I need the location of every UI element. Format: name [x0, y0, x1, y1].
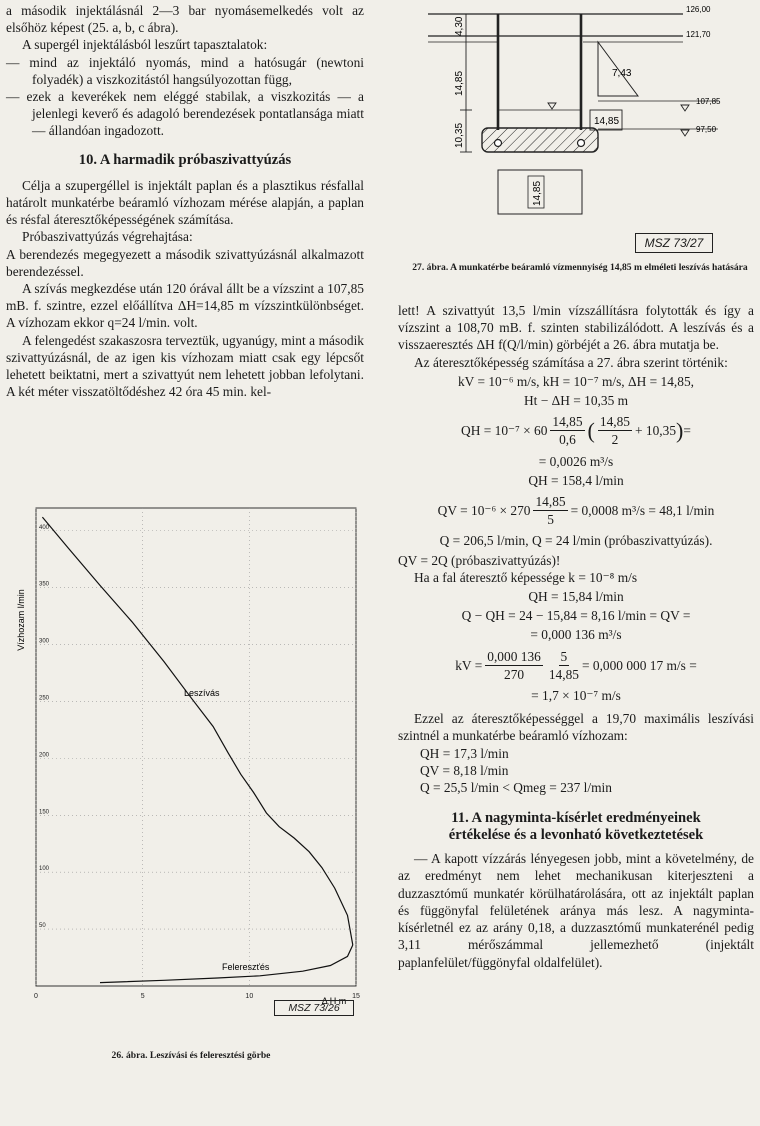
- equation: Q = 25,5 l/min < Qmeg = 237 l/min: [420, 780, 612, 796]
- figure-27: [398, 0, 760, 285]
- paragraph: — A kapott vízzárás lényegesen jobb, mint a követelmény, de az eredményt nem lehet mechanikusan kiterjeszteni a duzzasztómű munkatér körülhatárolására, ott az injektált paplan és függönyfal felületének aránya más lesz. A nagyminta-kísérletnél ez az arány 0,18, a duzzasztómű munkaterénél pedig 3,11 mérőszámmal jellemezhető (injektált paplanfelület/függönyfal oldalfelület).: [398, 851, 754, 970]
- left-column: [6, 2, 364, 400]
- dim-430: 4,30: [454, 16, 465, 36]
- paragraph: A berendezés megegyezett a második szivattyúzásnál alkalmazott berendezéssel.: [6, 246, 364, 279]
- dim-1485-b: 14,85: [594, 116, 620, 127]
- equation: Q = 206,5 l/min, Q = 24 l/min (próbaszivattyúzás).: [439, 533, 713, 549]
- equation: QH = 10⁻⁷ × 60 14,85 0,6 ( 14,85 2 + 10,35 ) =: [461, 414, 691, 448]
- chart-grid: [36, 508, 356, 986]
- paragraph: Ha a fal áteresztő képessége k = 10⁻⁸ m/s: [414, 569, 638, 585]
- equation: QV = 8,18 l/min: [420, 762, 509, 778]
- paragraph: Ezzel az áteresztőképességgel a 19,70 maximális leszívási szintnél a munkatérbe beáramló vízhozam:: [398, 711, 754, 744]
- y-tick-label: 300: [39, 638, 50, 645]
- right-column: [398, 302, 754, 971]
- figure-caption: 27. ábra. A munkatérbe beáramló vízmennyiség 14,85 m elméleti leszívás hatására: [412, 262, 748, 273]
- dim-1035: 10,35: [454, 122, 465, 148]
- level-107: 107,85: [696, 97, 721, 106]
- figure-caption: 26. ábra. Leszívási és feleresztési görbe: [111, 1050, 271, 1061]
- dim-1485-c: 14,85: [532, 180, 543, 206]
- equation: kV = $\frac{0,000 136}{270}$ $\frac{5}{14,85}$ = 0,000 000 17 m/s =: [455, 648, 697, 682]
- dim-743: 7,43: [612, 68, 632, 79]
- y-tick-label: 150: [39, 809, 50, 816]
- section-heading: 11. A nagyminta-kísérlet eredményeinek értékelése és a levonható következtetések: [448, 810, 704, 844]
- x-tick-label: 5: [140, 993, 145, 1000]
- equation: QH = 17,3 l/min: [420, 745, 509, 761]
- paragraph: A supergél injektálásból leszűrt tapasztalatok:: [22, 37, 268, 53]
- y-tick-label: 250: [39, 695, 50, 702]
- chart-26-svg: [6, 500, 364, 1020]
- section-heading: 10. A harmadik próbaszivattyúzás: [78, 151, 292, 168]
- list-item: — ezek a keverékek nem eléggé stabilak, a viszkozitás — a jelenlegi keverő és adagoló berendezések pontatlansága miatt — állandóan ingadozott.: [6, 89, 364, 139]
- x-tick-label: 0: [34, 993, 38, 1000]
- curve-label-leszivas: Leszívás: [184, 688, 220, 698]
- series-line-1: [42, 517, 352, 945]
- y-tick-label: 200: [39, 752, 50, 759]
- equation: QV = 10⁻⁶ × 270 $\frac{14,85}{5}$ = 0,0008 m³/s = 48,1 l/min: [437, 494, 715, 528]
- y-tick-label: 400: [39, 524, 50, 531]
- chart-ticks: [34, 525, 360, 1000]
- list-item: — mind az injektáló nyomás, mind a hatósugár (newtoni folyadék) a viszkozitástól hangsúlyozottan függ,: [6, 54, 364, 87]
- x-axis-label: Δ H m: [321, 996, 347, 1006]
- paragraph: a második injektálásnál 2—3 bar nyomásemelkedés volt az elsőhöz képest (25. a, b, c ábra).: [6, 3, 364, 36]
- stamp-msz-73-26: MSZ 73/26: [274, 1000, 354, 1016]
- dim-1485-a: 14,85: [454, 70, 465, 96]
- equation: Q − QH = 24 − 15,84 = 8,16 l/min = QV =: [461, 608, 691, 624]
- equation: Ht − ΔH = 10,35 m: [523, 393, 629, 409]
- equation: = 1,7 × 10⁻⁷ m/s: [531, 688, 621, 704]
- chart-frame: [36, 508, 356, 986]
- y-tick-label: 350: [39, 581, 50, 588]
- equation: kV = 10⁻⁶ m/s, kH = 10⁻⁷ m/s, ΔH = 14,85,: [457, 373, 695, 389]
- paragraph: A felengedést szakaszosra terveztük, ugyanúgy, mint a második szivattyúzásnál, de az igen kis vízhozam miatt csak egy lépcsőt lehetett beiktatni, mert a szivattyút nem lehetett jobban lefolytani. A két méter visszatöltődéshez 42 óra 45 min. kel-: [6, 332, 364, 400]
- y-tick-label: 100: [39, 866, 50, 873]
- x-tick-label: 15: [352, 993, 360, 1000]
- paragraph: lett! A szivattyút 13,5 l/min vízszállításra folytották és így a vízszint a 108,70 mB. f. szinten stabilizálódott. A leszívás és a visszaeresztés ΔH f(Q/l/min) görbéjét a 26. ábra mutatja be.: [398, 303, 754, 353]
- equation: = 0,000 136 m³/s: [530, 627, 622, 643]
- paragraph: Próbaszivattyúzás végrehajtása:: [22, 229, 193, 245]
- y-axis-label: Vízhozam l/min: [16, 589, 26, 651]
- level-97: 97,50: [696, 125, 717, 134]
- curve-label-feleresztes: Felereszťés: [222, 962, 270, 972]
- chart-series: [42, 517, 352, 983]
- equation: = 0,0026 m³/s: [538, 453, 614, 469]
- figure-26: [6, 500, 364, 1061]
- y-tick-label: 50: [39, 923, 46, 930]
- level-126: 126,00: [686, 5, 711, 14]
- paragraph: Célja a szupergéllel is injektált paplan és a plasztikus résfallal határolt munkatérbe beáramló vízhozam mérése alapján, a paplan és résfal áteresztőképességének számítása.: [6, 177, 364, 228]
- equation: QV = 2Q (próbaszivattyúzás)!: [398, 552, 561, 568]
- x-tick-label: 10: [245, 993, 254, 1000]
- equation: QH = 158,4 l/min: [528, 472, 624, 488]
- equation: QH = 15,84 l/min: [528, 589, 624, 605]
- paragraph: Az áteresztőképesség számítása a 27. ábra szerint történik:: [414, 354, 728, 370]
- stamp-msz-73-27: MSZ 73/27: [635, 233, 713, 253]
- level-121: 121,70: [686, 30, 711, 39]
- paragraph: A szívás megkezdése után 120 órával állt be a vízszint a 107,85 mB. f. szintre, ezzel előállítva ΔH=14,85 m vízszintkülönbséget. A vízhozam ekkor q=24 l/min. volt.: [6, 281, 364, 331]
